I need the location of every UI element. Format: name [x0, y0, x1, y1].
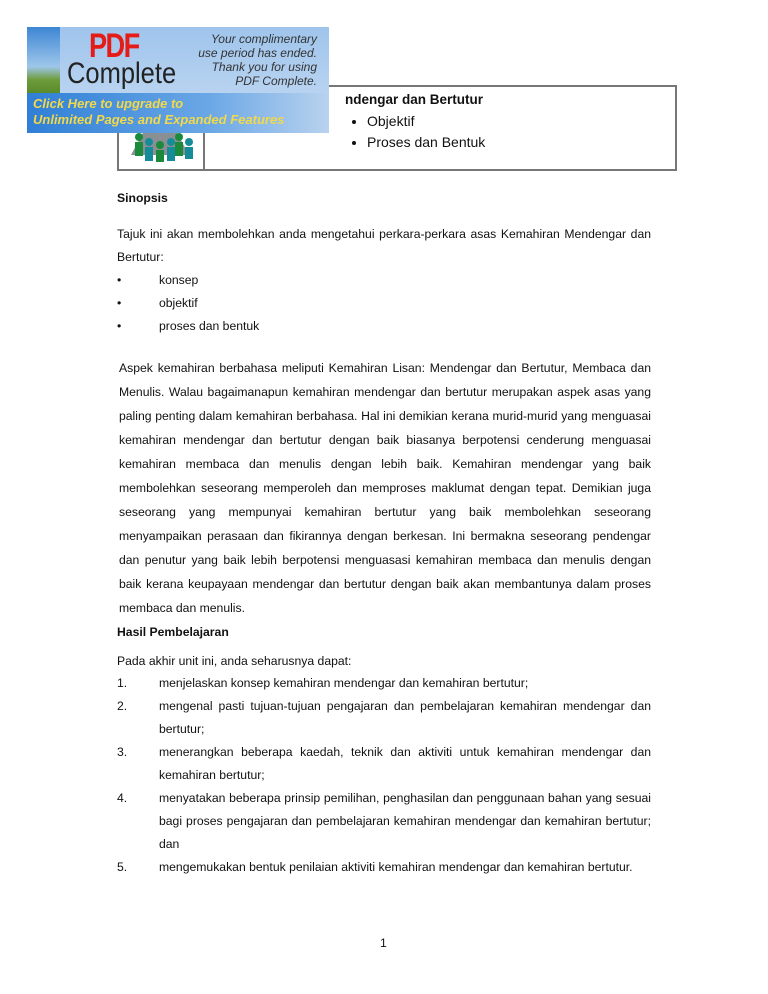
list-item-text: objektif — [159, 296, 198, 310]
trial-message-line: use period has ended. — [198, 46, 317, 60]
sinopsis-bullets — [117, 269, 651, 338]
topic-bullet: • Objektif — [367, 111, 675, 132]
list-number: 2. — [117, 699, 128, 713]
trial-message-line: Thank you for using — [211, 60, 317, 74]
list-number: 4. — [117, 791, 128, 805]
bullet-icon: • — [117, 273, 122, 287]
trial-message-line: Your complimentary — [210, 32, 317, 46]
trial-message — [198, 32, 317, 88]
page-number: 1 — [380, 936, 387, 950]
bullet-icon: • — [117, 296, 122, 310]
list-item-text: menyatakan beberapa prinsip pemilihan, penghasilan dan penggunaan bahan yang sesuai bagi proses pengajaran dan pembelajaran kemahiran mendengar dan kemahiran bertutur; dan — [159, 791, 651, 851]
list-item — [117, 741, 651, 787]
list-item-text: proses dan bentuk — [159, 319, 260, 333]
list-item — [117, 292, 651, 315]
list-number: 3. — [117, 745, 128, 759]
list-item-text: mengenal pasti tujuan-tujuan pengajaran dan pembelajaran kemahiran mendengar dan bertutur; — [159, 699, 651, 736]
sinopsis-intro: Tajuk ini akan membolehkan anda mengetahui perkara-perkara asas Kemahiran Mendengar dan Bertutur: — [117, 227, 651, 264]
list-item — [117, 269, 651, 292]
sinopsis-paragraph: Aspek kemahiran berbahasa meliputi Kemahiran Lisan: Mendengar dan Bertutur, Membaca dan Menulis. Walau bagaimanapun kemahiran mendengar dan bertutur merupakan aspek asas yang paling penting dalam kemahiran berbahasa. Hal ini demikian kerana murid-murid yang menguasai kemahiran mendengar dan bertutur dengan baik biasanya berpotensi cenderung menguasai kemahiran membaca dan menulis dengan lebih baik. Kemahiran mendengar yang baik membolehkan seseorang memperoleh dan memproses maklumat dengan tepat. Demikian juga seseorang yang mempunyai kemahiran bertutur yang baik membolehkan seseorang menyampaikan perasaan dan fikirannya dengan berkesan. Ini bermakna seseorang pendengar dan penutur yang baik lebih berpotensi menguasasi kemahiran membaca dan menulis dengan baik kerana keupayaan mendengar dan bertutur dengan baik akan membantunya dalam proses membaca dan menulis. — [119, 361, 651, 615]
upgrade-link-line[interactable]: Unlimited Pages and Expanded Features — [33, 112, 285, 127]
trial-message-line: PDF Complete. — [235, 74, 317, 88]
hasil-heading: Hasil Pembelajaran — [117, 625, 229, 639]
list-item — [117, 695, 651, 741]
hasil-list — [117, 672, 651, 879]
sinopsis-heading: Sinopsis — [117, 191, 168, 205]
upgrade-link-line[interactable]: Click Here to upgrade to — [33, 96, 184, 111]
list-item — [117, 672, 651, 695]
list-item — [117, 856, 651, 879]
upgrade-link[interactable] — [27, 93, 329, 133]
list-item-text: menerangkan beberapa kaedah, teknik dan aktiviti untuk kemahiran mendengar dan kemahiran bertutur; — [159, 745, 651, 782]
list-item — [117, 315, 651, 338]
list-item-text: menjelaskan konsep kemahiran mendengar dan kemahiran bertutur; — [159, 676, 529, 690]
brand-logo-pdf: PDF — [89, 27, 139, 65]
pdf-complete-upgrade-banner[interactable] — [27, 27, 329, 133]
topic-title: ndengar dan Bertutur — [345, 92, 484, 107]
list-item-text: konsep — [159, 273, 199, 287]
list-item-text: mengemukakan bentuk penilaian aktiviti kemahiran mendengar dan kemahiran bertutur. — [159, 860, 633, 874]
list-number: 1. — [117, 676, 128, 690]
bullet-icon: • — [117, 319, 122, 333]
list-number: 5. — [117, 860, 128, 874]
topic-bullet: • Proses dan Bentuk — [367, 132, 675, 153]
umbrella-person-image — [27, 27, 60, 93]
hasil-intro: Pada akhir unit ini, anda seharusnya dapat: — [117, 654, 352, 668]
brand-logo-complete: Complete — [67, 57, 177, 90]
list-item — [117, 787, 651, 856]
